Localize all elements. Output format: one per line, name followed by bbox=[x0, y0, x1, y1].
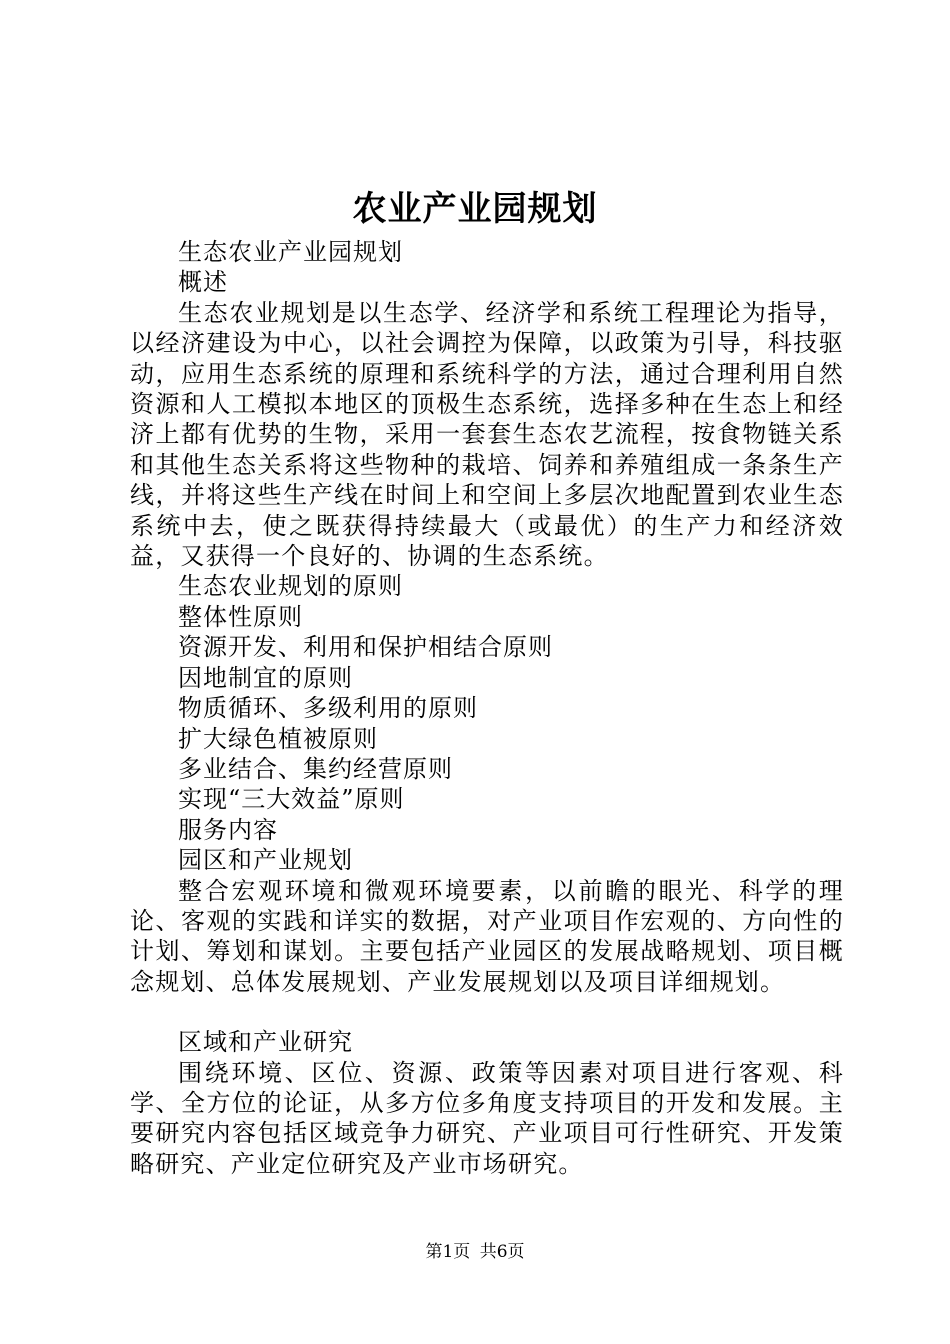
principle-item: 实现“三大效益”原则 bbox=[178, 785, 405, 814]
body-paragraph: 整合宏观环境和微观环境要素，以前瞻的眼光、科学的理论、客观的实践和详实的数据，对产业项目作宏观的、方向性的计划、筹划和谋划。主要包括产业园区的发展战略规划、项目概念规划、总体发展规划、产业发展规划以及项目详细规划。 bbox=[130, 876, 844, 996]
section-heading: 服务内容 bbox=[178, 815, 278, 844]
section-heading: 生态农业产业园规划 bbox=[178, 238, 403, 266]
page-total: 共6页 bbox=[479, 1242, 525, 1262]
principle-item: 因地制宜的原则 bbox=[178, 663, 353, 692]
principle-item: 资源开发、利用和保护相结合原则 bbox=[178, 633, 553, 662]
section-heading: 生态农业规划的原则 bbox=[178, 572, 403, 601]
body-paragraph: 生态农业规划是以生态学、经济学和系统工程理论为指导，以经济建设为中心，以社会调控为保障，以政策为引导，科技驱动，应用生态系统的原理和系统科学的方法，通过合理利用自然资源和人工模拟本地区的顶极生态系统，选择多种在生态上和经济上都有优势的生物，采用一套套生态农艺流程，按食物链关系和其他生态关系将这些物种的栽培、饲养和养殖组成一条条生产线，并将这些生产线在时间上和空间上多层次地配置到农业生态系统中去，使之既获得持续最大（或最优）的生产力和经济效益，又获得一个良好的、协调的生态系统。 bbox=[130, 298, 844, 571]
page-number: 第1页 bbox=[425, 1242, 471, 1262]
principle-item: 多业结合、集约经营原则 bbox=[178, 754, 453, 783]
paragraph-gap bbox=[130, 997, 844, 1027]
section-heading: 园区和产业规划 bbox=[178, 846, 353, 875]
document-body bbox=[130, 237, 844, 1179]
principle-item: 扩大绿色植被原则 bbox=[178, 724, 378, 753]
section-heading: 区域和产业研究 bbox=[178, 1028, 353, 1057]
body-paragraph: 围绕环境、区位、资源、政策等因素对项目进行客观、科学、全方位的论证，从多方位多角度支持项目的开发和发展。主要研究内容包括区域竞争力研究、产业项目可行性研究、开发策略研究、产业定位研究及产业市场研究。 bbox=[130, 1058, 844, 1178]
principle-item: 整体性原则 bbox=[178, 602, 303, 631]
principle-item: 物质循环、多级利用的原则 bbox=[178, 694, 478, 723]
page-footer bbox=[0, 1240, 950, 1264]
section-heading: 概述 bbox=[178, 268, 228, 297]
document-title: 农业产业园规划 bbox=[352, 189, 598, 229]
